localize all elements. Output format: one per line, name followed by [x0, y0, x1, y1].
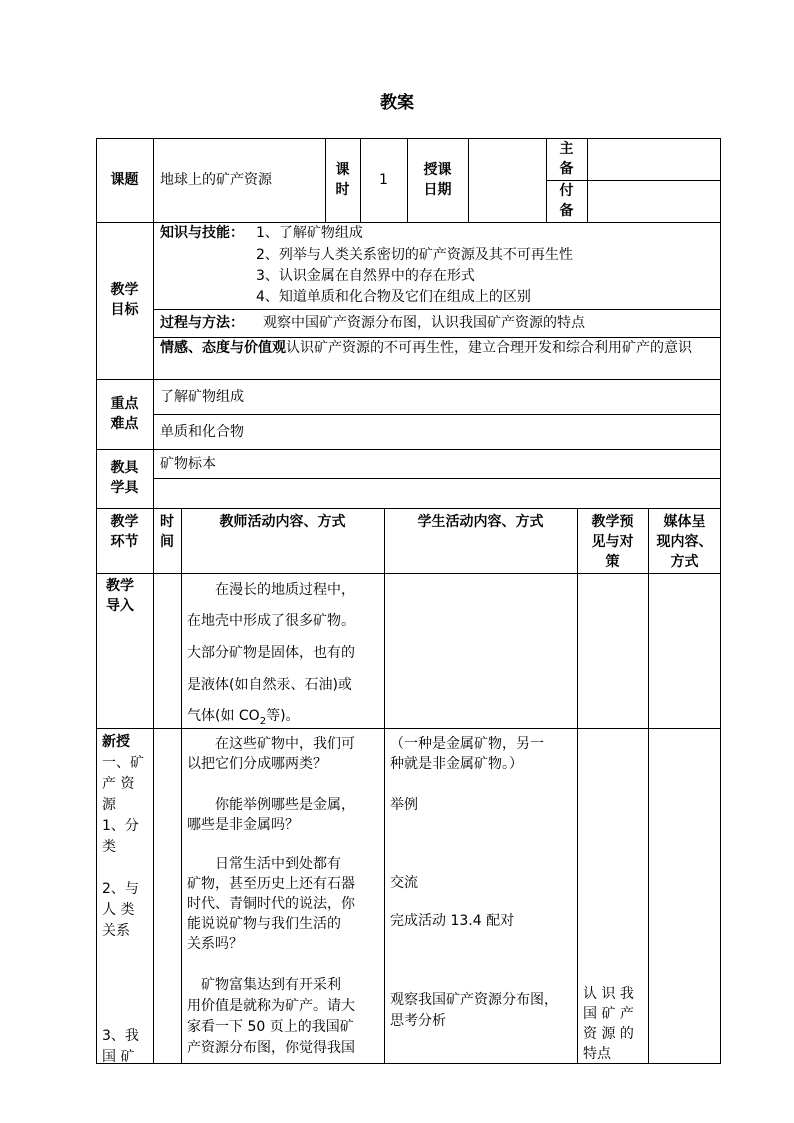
page-title: 教案 — [380, 93, 414, 113]
forecast-line: 资 源 的 — [583, 1026, 634, 1042]
knowledge-item: 2、列举与人类关系密切的矿产资源及其不可再生性 — [256, 247, 573, 263]
new-stage-line: 2、与 — [102, 881, 139, 897]
new-stage-line: 源 — [102, 797, 116, 813]
new-stage-line: 人 类 — [102, 902, 135, 918]
student-line: （一种是金属矿物，另一 — [390, 736, 544, 752]
new-stage-line: 国 矿 — [102, 1049, 135, 1065]
row-divider — [96, 573, 721, 574]
media-header: 媒体呈 现内容、 方式 — [656, 514, 713, 570]
new-stage-line: 一、矿 — [102, 755, 144, 771]
row-divider — [96, 379, 721, 380]
pay-label: 付 备 — [559, 183, 574, 219]
new-stage-line: 产 资 — [102, 776, 135, 792]
student-line: 完成活动 13.4 配对 — [390, 913, 515, 929]
period-value: 1 — [379, 172, 388, 188]
knowledge-label: 知识与技能： — [160, 225, 244, 241]
student-header: 学生活动内容、方式 — [417, 514, 544, 530]
tools-label: 教具 学具 — [110, 460, 139, 496]
col-divider — [153, 138, 154, 508]
col-divider — [468, 138, 469, 222]
stage-header: 教学 环节 — [110, 514, 139, 550]
teacher-line: 矿物富集达到有开采利 — [187, 977, 341, 993]
objectives-label: 教学 目标 — [110, 282, 139, 318]
forecast-header: 教学预 见与对 策 — [591, 514, 634, 570]
teacher-line: 以把它们分成哪两类？ — [187, 756, 327, 772]
intro-line — [187, 706, 300, 732]
emotion-label: 情感、态度与价值观 — [160, 340, 286, 356]
row-divider — [153, 414, 721, 415]
forecast-line: 国 矿 产 — [583, 1006, 634, 1022]
topic-value: 地球上的矿产资源 — [160, 172, 272, 188]
row-divider — [153, 478, 721, 479]
teacher-header: 教师活动内容、方式 — [219, 514, 346, 530]
new-stage-line: 3、我 — [102, 1028, 139, 1044]
col-divider — [587, 138, 588, 222]
tools-value: 矿物标本 — [160, 456, 216, 472]
teacher-line: 你能举例哪些是金属， — [187, 797, 355, 813]
intro-line-part: 等)。 — [266, 708, 300, 724]
lead-label: 主 备 — [559, 141, 574, 177]
intro-line: 是液体(如自然汞、石油)或 — [187, 677, 352, 693]
new-stage-line: 类 — [102, 839, 116, 855]
topic-label: 课题 — [110, 172, 139, 188]
new-stage-line: 新授 — [102, 734, 130, 750]
teacher-line: 产资源分布图，你觉得我国 — [187, 1040, 355, 1056]
col-divider — [648, 508, 649, 1064]
emotion-value: 认识矿产资源的不可再生性，建立合理开发和综合利用矿产的意识 — [286, 340, 692, 356]
period-label: 课 时 — [335, 162, 350, 198]
intro-stage: 教学 导入 — [106, 578, 134, 614]
intro-line-part: 气体(如 CO — [187, 708, 260, 724]
student-line: 种就是非金属矿物。） — [390, 756, 523, 772]
intro-line: 大部分矿物是固体，也有的 — [187, 645, 355, 661]
date-label: 授课 日期 — [423, 162, 452, 198]
forecast-line: 认 识 我 — [583, 986, 634, 1002]
col-divider — [577, 508, 578, 1064]
intro-line: 在地壳中形成了很多矿物。 — [187, 613, 355, 629]
row-divider — [96, 449, 721, 450]
knowledge-item: 4、知道单质和化合物及它们在组成上的区别 — [256, 289, 531, 305]
student-line: 交流 — [390, 875, 418, 891]
row-divider — [153, 309, 721, 310]
keypoints-label: 重点 难点 — [110, 396, 139, 432]
student-line: 思考分析 — [390, 1013, 446, 1029]
col-divider — [384, 508, 385, 1064]
teacher-line: 哪些是非金属吗？ — [187, 817, 299, 833]
teacher-line: 日常生活中到处都有 — [187, 856, 341, 872]
col-divider — [181, 508, 182, 1064]
key-point: 了解矿物组成 — [160, 389, 244, 405]
process-label: 过程与方法： — [160, 315, 244, 331]
teacher-line: 用价值是就称为矿产。请大 — [187, 998, 355, 1014]
teacher-line: 能说说矿物与我们生活的 — [187, 916, 341, 932]
emotion-text — [160, 339, 718, 358]
process-text: 观察中国矿产资源分布图，认识我国矿产资源的特点 — [263, 315, 585, 331]
teacher-line: 关系吗？ — [187, 936, 243, 952]
knowledge-item: 3、认识金属在自然界中的存在形式 — [256, 268, 475, 284]
forecast-line: 特点 — [583, 1046, 611, 1062]
row-divider — [153, 337, 721, 338]
difficult-point: 单质和化合物 — [160, 424, 244, 440]
intro-line: 在漫长的地质过程中， — [187, 582, 355, 598]
col-divider — [153, 508, 154, 1064]
new-stage-line: 关系 — [102, 923, 130, 939]
teacher-line: 时代、青铜时代的说法，你 — [187, 896, 355, 912]
co2-subscript: 2 — [259, 715, 267, 727]
knowledge-item: 1、了解矿物组成 — [256, 225, 363, 241]
teacher-line: 在这些矿物中，我们可 — [187, 736, 355, 752]
student-line: 举例 — [390, 797, 418, 813]
teacher-line: 矿物，甚至历史上还有石器 — [187, 876, 355, 892]
student-line: 观察我国矿产资源分布图， — [390, 992, 558, 1008]
time-header: 时 间 — [160, 514, 174, 550]
row-divider — [96, 508, 721, 509]
teacher-line: 家看一下 50 页上的我国矿 — [187, 1019, 354, 1035]
new-stage-line: 1、分 — [102, 818, 139, 834]
